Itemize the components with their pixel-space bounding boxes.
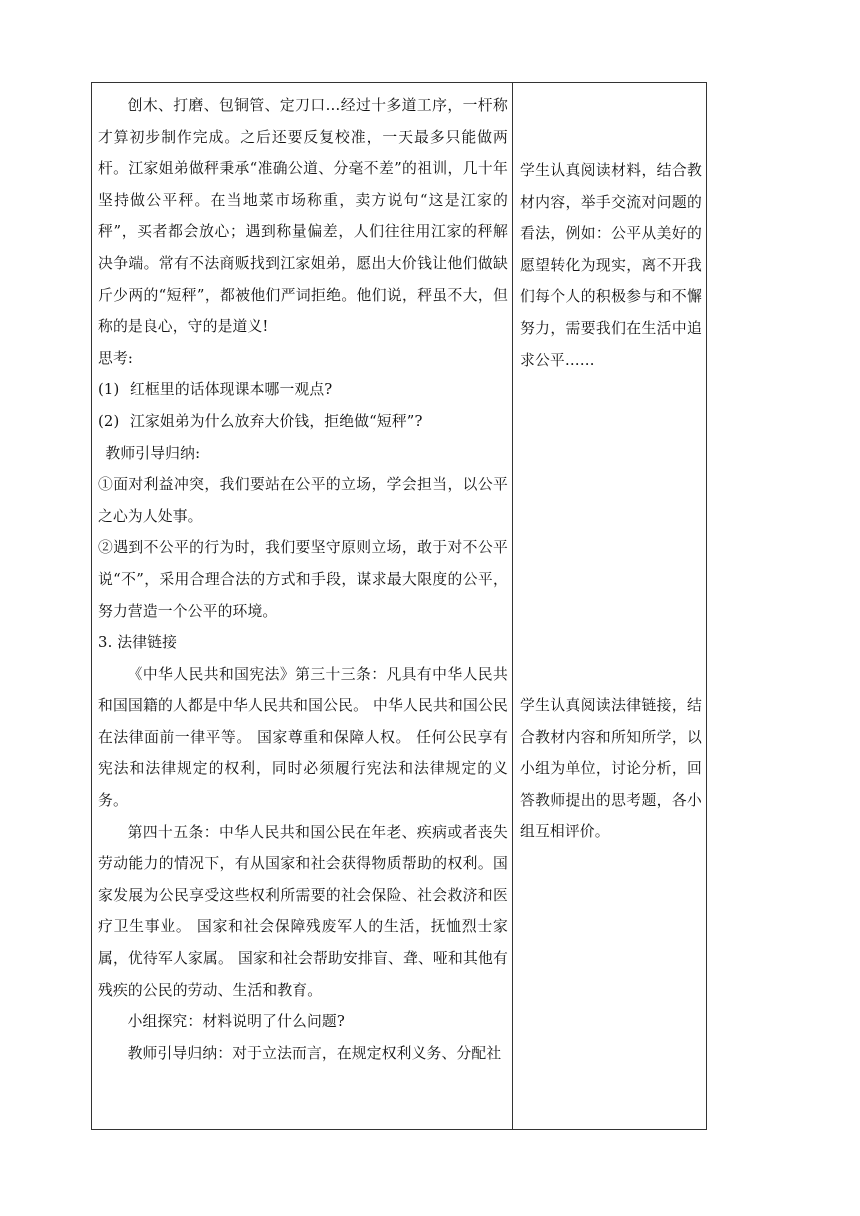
student-activity-2: 学生认真阅读法律链接，结合教材内容和所知所学，以小组为单位，讨论分析，回答教师提出的思考题，各小组互相评价。 — [520, 697, 702, 841]
group-inquiry: 小组探究：材料说明了什么问题? — [127, 1013, 345, 1031]
summary-point-2: ②遇到不公平的行为时，我们要坚守原则立场，敢于对不公平说“不”，采用合理合法的方式和手段，谋求最大限度的公平，努力营造一个公平的环境。 — [98, 539, 508, 620]
law-paragraph-1: 《中华人民共和国宪法》第三十三条：凡具有中华人民共和国国籍的人都是中华人民共和国公民。 中华人民共和国公民在法律面前一律平等。 国家尊重和保障人权。 任何公民享有宪法和法律规定的权利，同时必须履行宪法和法律规定的义务。 — [98, 665, 508, 810]
law-paragraph-2: 第四十五条：中华人民共和国公民在年老、疾病或者丧失劳动能力的情况下，有从国家和社会获得物质帮助的权利。国家发展为公民享受这些权利所需要的社会保险、社会救济和医疗卫生事业。 国家和社会保障残废军人的生活，抚恤烈士家属，优待军人家属。 国家和社会帮助安排盲、聋、哑和其他有残疾的公民的劳动、生活和教育。 — [98, 823, 508, 999]
question-text: 红框里的话体现课本哪一观点? — [130, 381, 333, 399]
question-number: (2) — [98, 412, 120, 430]
question-text: 江家姐弟为什么放弃大价钱，拒绝做“短秤”? — [130, 412, 423, 430]
think-label: 思考: — [98, 349, 134, 367]
question-2 — [98, 406, 508, 438]
student-activity-cell-1 — [520, 155, 702, 376]
student-activity-cell-2 — [520, 690, 702, 848]
summary-point-1: ①面对利益冲突，我们要站在公平的立场，学会担当，以公平之心为人处事。 — [98, 476, 508, 525]
student-activity-1: 学生认真阅读材料，结合教材内容，举手交流对问题的看法，例如：公平从美好的愿望转化为现实，离不开我们每个人的积极参与和不懈努力，需要我们在生活中追求公平…… — [520, 162, 702, 369]
question-1 — [98, 374, 508, 406]
question-number: (1) — [98, 381, 120, 399]
section-3-title: 3. 法律链接 — [98, 634, 178, 652]
column-divider — [512, 82, 513, 1130]
teacher-summary-2: 教师引导归纳：对于立法而言，在规定权利义务、分配社 — [127, 1044, 502, 1062]
story-paragraph: 创木、打磨、包铜管、定刀口…经过十多道工序，一杆称才算初步制作完成。之后还要反复校准，一天最多只能做两杆。江家姐弟做秤秉承“准确公道、分毫不差”的祖训，几十年坚持做公平秤。在当地菜市场称重，卖方说句“这是江家的秤”，买者都会放心；遇到称量偏差，人们往往用江家的秤解决争端。常有不法商贩找到江家姐弟，愿出大价钱让他们做缺斤少两的“短秤”，都被他们严词拒绝。他们说，秤虽不大，但称的是良心，守的是道义! — [98, 97, 508, 336]
teacher-summary-label: 教师引导归纳: — [105, 444, 201, 462]
teacher-activity-cell — [98, 90, 508, 1069]
